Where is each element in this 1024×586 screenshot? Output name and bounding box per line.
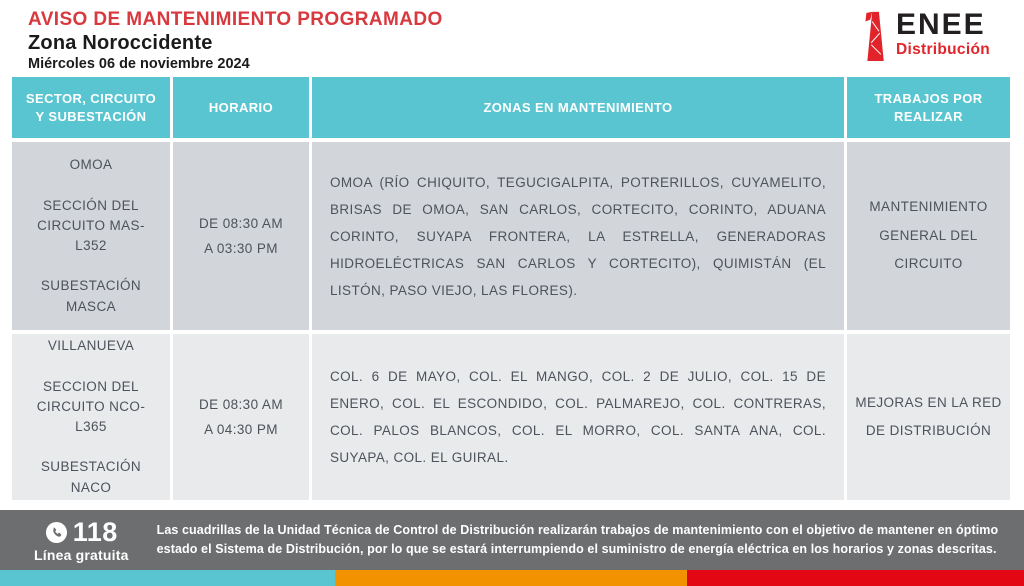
substation: SUBESTACIÓN NACO	[40, 459, 142, 495]
column-header-trabajos: TRABAJOS POR REALIZAR	[847, 77, 1010, 138]
logo-division: Distribución	[895, 41, 990, 58]
brand-stripes	[0, 570, 1024, 586]
maintenance-table	[12, 77, 1010, 500]
page-title: AVISO DE MANTENIMIENTO PROGRAMADO	[28, 9, 443, 30]
stripe-orange	[335, 570, 687, 586]
time-end: A 03:30 PM	[204, 241, 278, 256]
whitespace	[0, 500, 1024, 510]
circuit-section: SECCIÓN DEL CIRCUITO MAS-L352	[37, 197, 145, 253]
stripe-red	[687, 570, 1024, 586]
logo-text	[896, 10, 990, 58]
column-header-zonas: ZONAS EN MANTENIMIENTO	[312, 77, 844, 138]
zone-subtitle: Zona Noroccidente	[28, 32, 213, 54]
date-line: Miércoles 06 de noviembre 2024	[28, 56, 250, 72]
sector-name: OMOA	[69, 157, 113, 173]
time-start: DE 08:30 AM	[199, 397, 283, 412]
work-description: MANTENIMIENTO GENERAL DEL CIRCUITO	[869, 199, 988, 272]
substation: SUBESTACIÓN MASCA	[40, 278, 142, 314]
zones-text: COL. 6 DE MAYO, COL. EL MANGO, COL. 2 DE JULIO, COL. 15 DE ENERO, COL. EL ESCONDIDO, COL. PALMAREJO, COL. CONTRERAS, COL. PALOS BLANCOS, COL. EL MORRO, COL. SANTA ANA, COL. SUYAPA, COL. EL GUIRAL.	[330, 369, 826, 465]
hotline-block	[34, 517, 129, 563]
zones-text: OMOA (RÍO CHIQUITO, TEGUCIGALPITA, POTRERILLOS, CUYAMELITO, BRISAS DE OMOA, SAN CARLOS, CORTECITO, CORINTO, ADUANA CORINTO, SUYAPA FRONTERA, LA ESTRELLA, GENERADORAS HIDROELÉCTRICAS SAN CARLOS Y CORTECITO), QUIMISTÁN (EL LISTÓN, PASO VIEJO, LAS FLORES).	[330, 174, 826, 298]
table-row-1-trabajos-cell	[847, 142, 1010, 330]
hotline-top	[34, 517, 129, 548]
stripe-cyan	[0, 570, 335, 586]
table-row-1-horario-cell	[173, 142, 309, 330]
column-header-sector: SECTOR, CIRCUITO Y SUBESTACIÓN	[12, 77, 170, 138]
enee-logo	[863, 10, 990, 62]
logo-wordmark: ENEE	[895, 8, 986, 41]
footer-bar	[0, 510, 1024, 570]
hotline-number: 118	[72, 517, 118, 547]
work-description: MEJORAS EN LA RED DE DISTRIBUCIÓN	[855, 394, 1002, 438]
table-row-2-horario-cell	[173, 334, 309, 500]
header	[0, 0, 1024, 77]
sector-name: VILLANUEVA	[47, 338, 135, 354]
footer-message: Las cuadrillas de la Unidad Técnica de Control de Distribución realizarán trabajos de mantenimiento con el objetivo de mantener en óptimo estado el Sistema de Distribución, por lo que se estará interrumpiendo el suministro de energía eléctrica en los horarios y zonas descritas.	[156, 523, 999, 556]
table-row-2-sector-cell	[12, 334, 170, 500]
circuit-section: SECCION DEL CIRCUITO NCO-L365	[36, 378, 146, 434]
hotline-label: Línea gratuita	[34, 547, 129, 563]
time-end: A 04:30 PM	[204, 422, 278, 437]
phone-icon	[45, 521, 68, 544]
table-row-1-zonas-cell	[312, 142, 844, 330]
column-header-horario: HORARIO	[173, 77, 309, 138]
power-pylon-icon	[863, 10, 891, 62]
table-row-2-zonas-cell	[312, 334, 844, 500]
table-row-1-sector-cell	[12, 142, 170, 330]
table-row-2-trabajos-cell	[847, 334, 1010, 500]
time-start: DE 08:30 AM	[199, 216, 283, 231]
